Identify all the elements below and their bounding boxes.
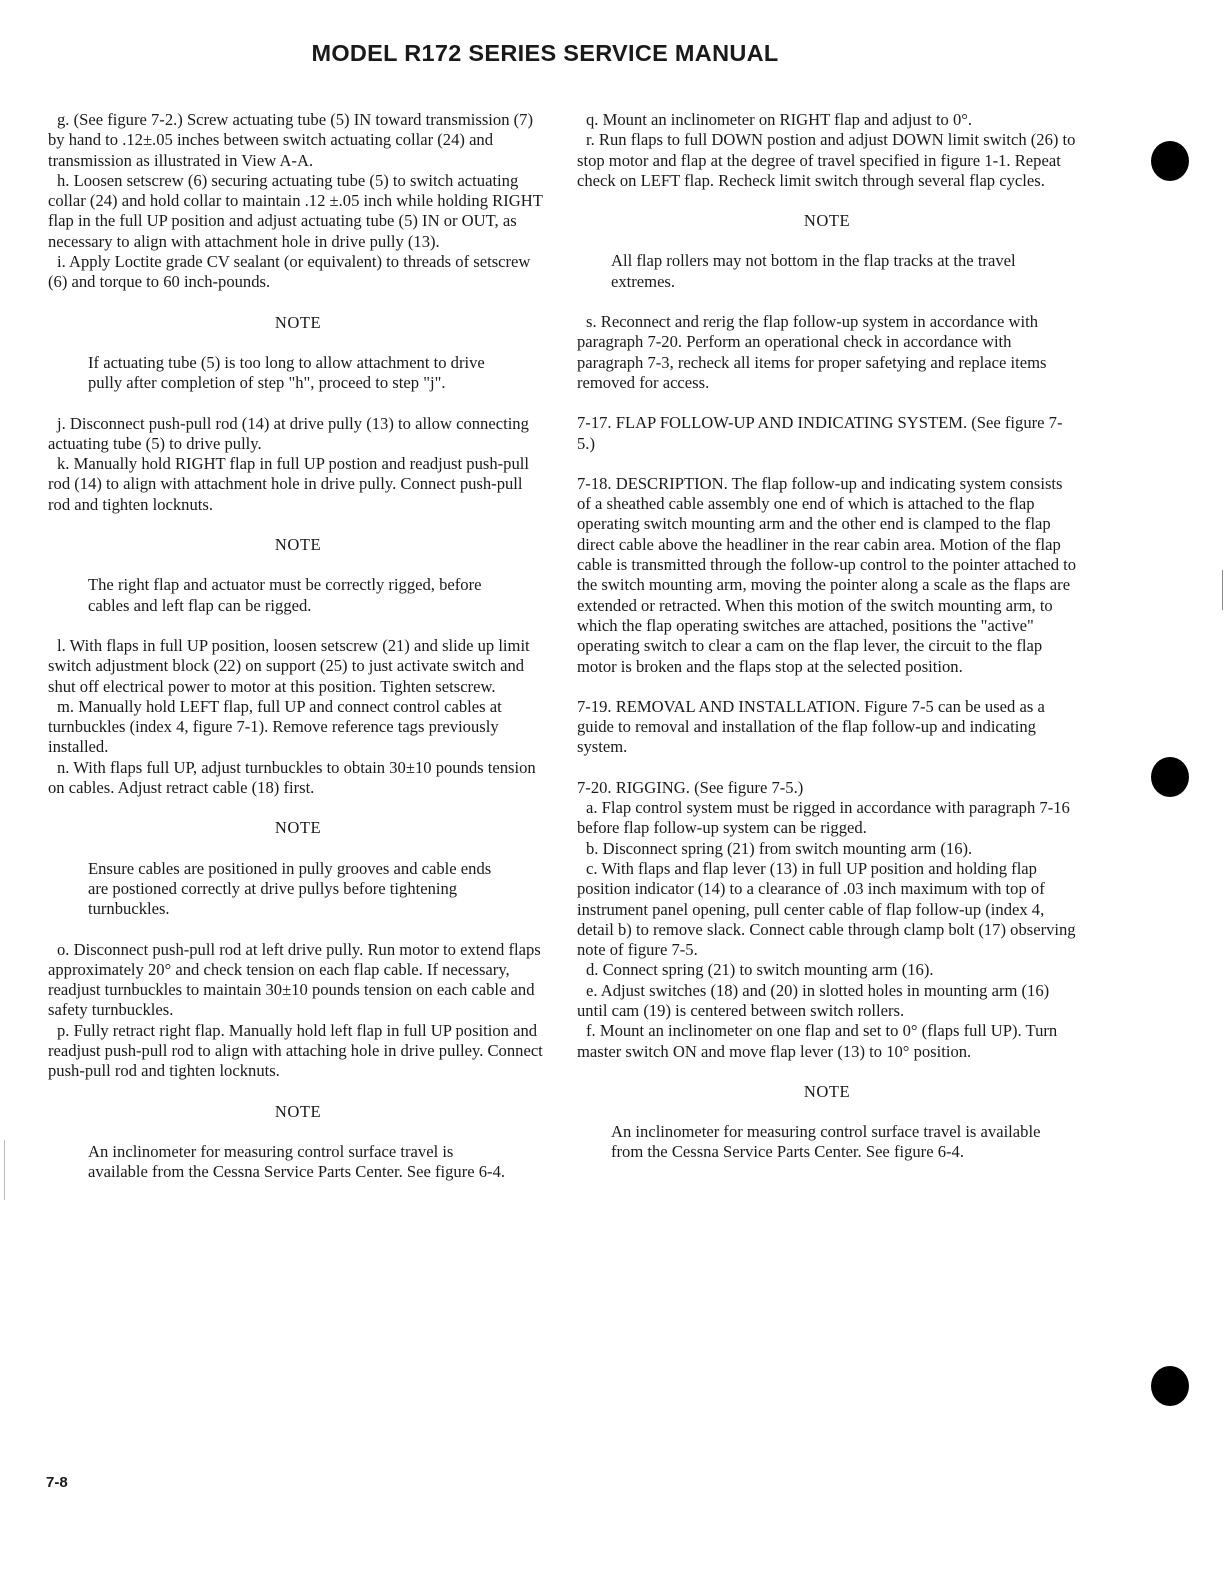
step-m: m. Manually hold LEFT flap, full UP and connect control cables at turnbuckles (index 4, figure 7-1). Remove reference tags previously installed. xyxy=(48,696,502,757)
step-p: p. Fully retract right flap. Manually hold left flap in full UP position and readjust push-pull rod to align with attaching hole in drive pulley. Connect push-pull rod and tighten locknuts. xyxy=(48,1020,543,1081)
note-heading: NOTE xyxy=(803,1081,851,1101)
step-j: j. Disconnect push-pull rod (14) at drive pully (13) to allow connecting actuating tube (5) to drive pully. xyxy=(48,413,529,453)
note-body: All flap rollers may not bottom in the flap tracks at the travel extremes. xyxy=(611,251,1016,291)
step-i: i. Apply Loctite grade CV sealant (or equivalent) to threads of setscrew (6) and torque to 60 inch-pounds. xyxy=(48,252,531,292)
page-number: 7-8 xyxy=(46,1474,68,1491)
note-body: An inclinometer for measuring control surface travel is available from the Cessna Service Parts Center. See figure 6-4. xyxy=(88,1141,506,1182)
section-7-18-description: 7-18. DESCRIPTION. The flap follow-up and indicating system consists of a sheathed cable assembly one end of which is attached to the flap operating switch mounting arm and the other end is clamped to the flap direct cable above the headliner in the rear cabin area. Motion of the flap cable is transmitted through the follow-up control to the pointer attached to the switch mounting arm, moving the pointer along a scale as the flaps are extended or retracted. When this motion of the switch mounting arm, to which the flap operating switches are attached, positions the "active" operating switch to clear a cam on the flap lever, the circuit to the flap motor is broken and the flaps stop at the selected position. xyxy=(577,473,1077,676)
note-body: The right flap and actuator must be correctly rigged, before cables and left flap can be rigged. xyxy=(88,575,482,615)
step-o: o. Disconnect push-pull rod at left drive pully. Run motor to extend flaps approximately 20° and check tension on each flap cable. If necessary, readjust turnbuckles to maintain 30±10 pounds tension on each cable and safety turnbuckles. xyxy=(48,939,541,1020)
step-f: f. Mount an inclinometer on one flap and set to 0° (flaps full UP). Turn master switch ON and move flap lever (13) to 10° position. xyxy=(577,1021,1058,1061)
note-heading: NOTE xyxy=(274,1101,322,1121)
note-heading: NOTE xyxy=(274,312,322,332)
step-g: g. (See figure 7-2.) Screw actuating tube (5) IN toward transmission (7) by hand to .12±.05 inches between switch actuating collar (24) and transmission as illustrated in View A-A. xyxy=(48,110,534,170)
step-b: b. Disconnect spring (21) from switch mounting arm (16). xyxy=(586,838,973,858)
note-heading: NOTE xyxy=(274,818,322,838)
step-h: h. Loosen setscrew (6) securing actuating tube (5) to switch actuating collar (24) and hold collar to maintain .12 ±.05 inch while holding RIGHT flap in the full UP position and adjust actuating tube (5) IN or OUT, as necessary to align with attachment hole in drive pully (13). xyxy=(48,170,543,251)
step-k: k. Manually hold RIGHT flap in full UP postion and readjust push-pull rod (14) to align with attachment hole in drive pully. Connect push-pull rod and tighten locknuts. xyxy=(48,454,529,514)
binder-hole xyxy=(1151,141,1189,181)
right-column xyxy=(577,110,1077,1183)
binder-hole xyxy=(1151,1366,1189,1406)
step-n: n. With flaps full UP, adjust turnbuckles to obtain 30±10 pounds tension on cables. Adjust retract cable (18) first. xyxy=(48,757,536,798)
binder-hole xyxy=(1151,757,1189,797)
step-c: c. With flaps and flap lever (13) in full UP position and holding flap position indicator (14) to a clearance of .03 inch maximum with top of instrument panel opening, pull center cable of flap follow-up (index 4, detail b) to remove slack. Connect cable through clamp bolt (17) observing note of figure 7-5. xyxy=(577,858,1076,960)
step-q: q. Mount an inclinometer on RIGHT flap and adjust to 0°. xyxy=(586,110,973,129)
page-title: MODEL R172 SERIES SERVICE MANUAL xyxy=(311,40,779,66)
scan-edge-mark xyxy=(4,1140,5,1200)
note-heading: NOTE xyxy=(274,535,322,555)
section-7-19-removal: 7-19. REMOVAL AND INSTALLATION. Figure 7-5 can be used as a guide to removal and installation of the flap follow-up and indicating system. xyxy=(577,696,1045,757)
scan-edge-mark xyxy=(1222,570,1223,610)
step-e: e. Adjust switches (18) and (20) in slotted holes in mounting arm (16) until cam (19) is centered between switch rollers. xyxy=(577,980,1050,1020)
step-d: d. Connect spring (21) to switch mounting arm (16). xyxy=(586,960,934,980)
step-l: l. With flaps in full UP position, loosen setscrew (21) and slide up limit switch adjustment block (22) on support (25) to just activate switch and shut off electrical power to motor at this position. Tighten setscrew. xyxy=(48,635,530,696)
note-heading: NOTE xyxy=(803,211,851,231)
note-body: If actuating tube (5) is too long to allow attachment to drive pully after completion of step "h", proceed to step "j". xyxy=(88,352,485,393)
step-a: a. Flap control system must be rigged in accordance with paragraph 7-16 before flap follow-up system can be rigged. xyxy=(577,798,1070,838)
step-r: r. Run flaps to full DOWN postion and adjust DOWN limit switch (26) to stop motor and flap at the degree of travel specified in figure 1-1. Repeat check on LEFT flap. Recheck limit switch through several flap cycles. xyxy=(577,130,1076,190)
section-7-20-rigging: 7-20. RIGGING. (See figure 7-5.) xyxy=(577,777,804,797)
step-s: s. Reconnect and rerig the flap follow-up system in accordance with paragraph 7-20. Perform an operational check in accordance with paragraph 7-3, recheck all items for proper safetying and replace items removed for access. xyxy=(577,312,1047,392)
section-7-17-heading: 7-17. FLAP FOLLOW-UP AND INDICATING SYSTEM. (See figure 7-5.) xyxy=(577,413,1063,453)
note-body: An inclinometer for measuring control surface travel is available from the Cessna Service Parts Center. See figure 6-4. xyxy=(611,1122,1041,1162)
left-column xyxy=(48,110,548,1202)
note-body: Ensure cables are positioned in pully grooves and cable ends are postioned correctly at drive pullys before tightening turnbuckles. xyxy=(88,858,492,919)
